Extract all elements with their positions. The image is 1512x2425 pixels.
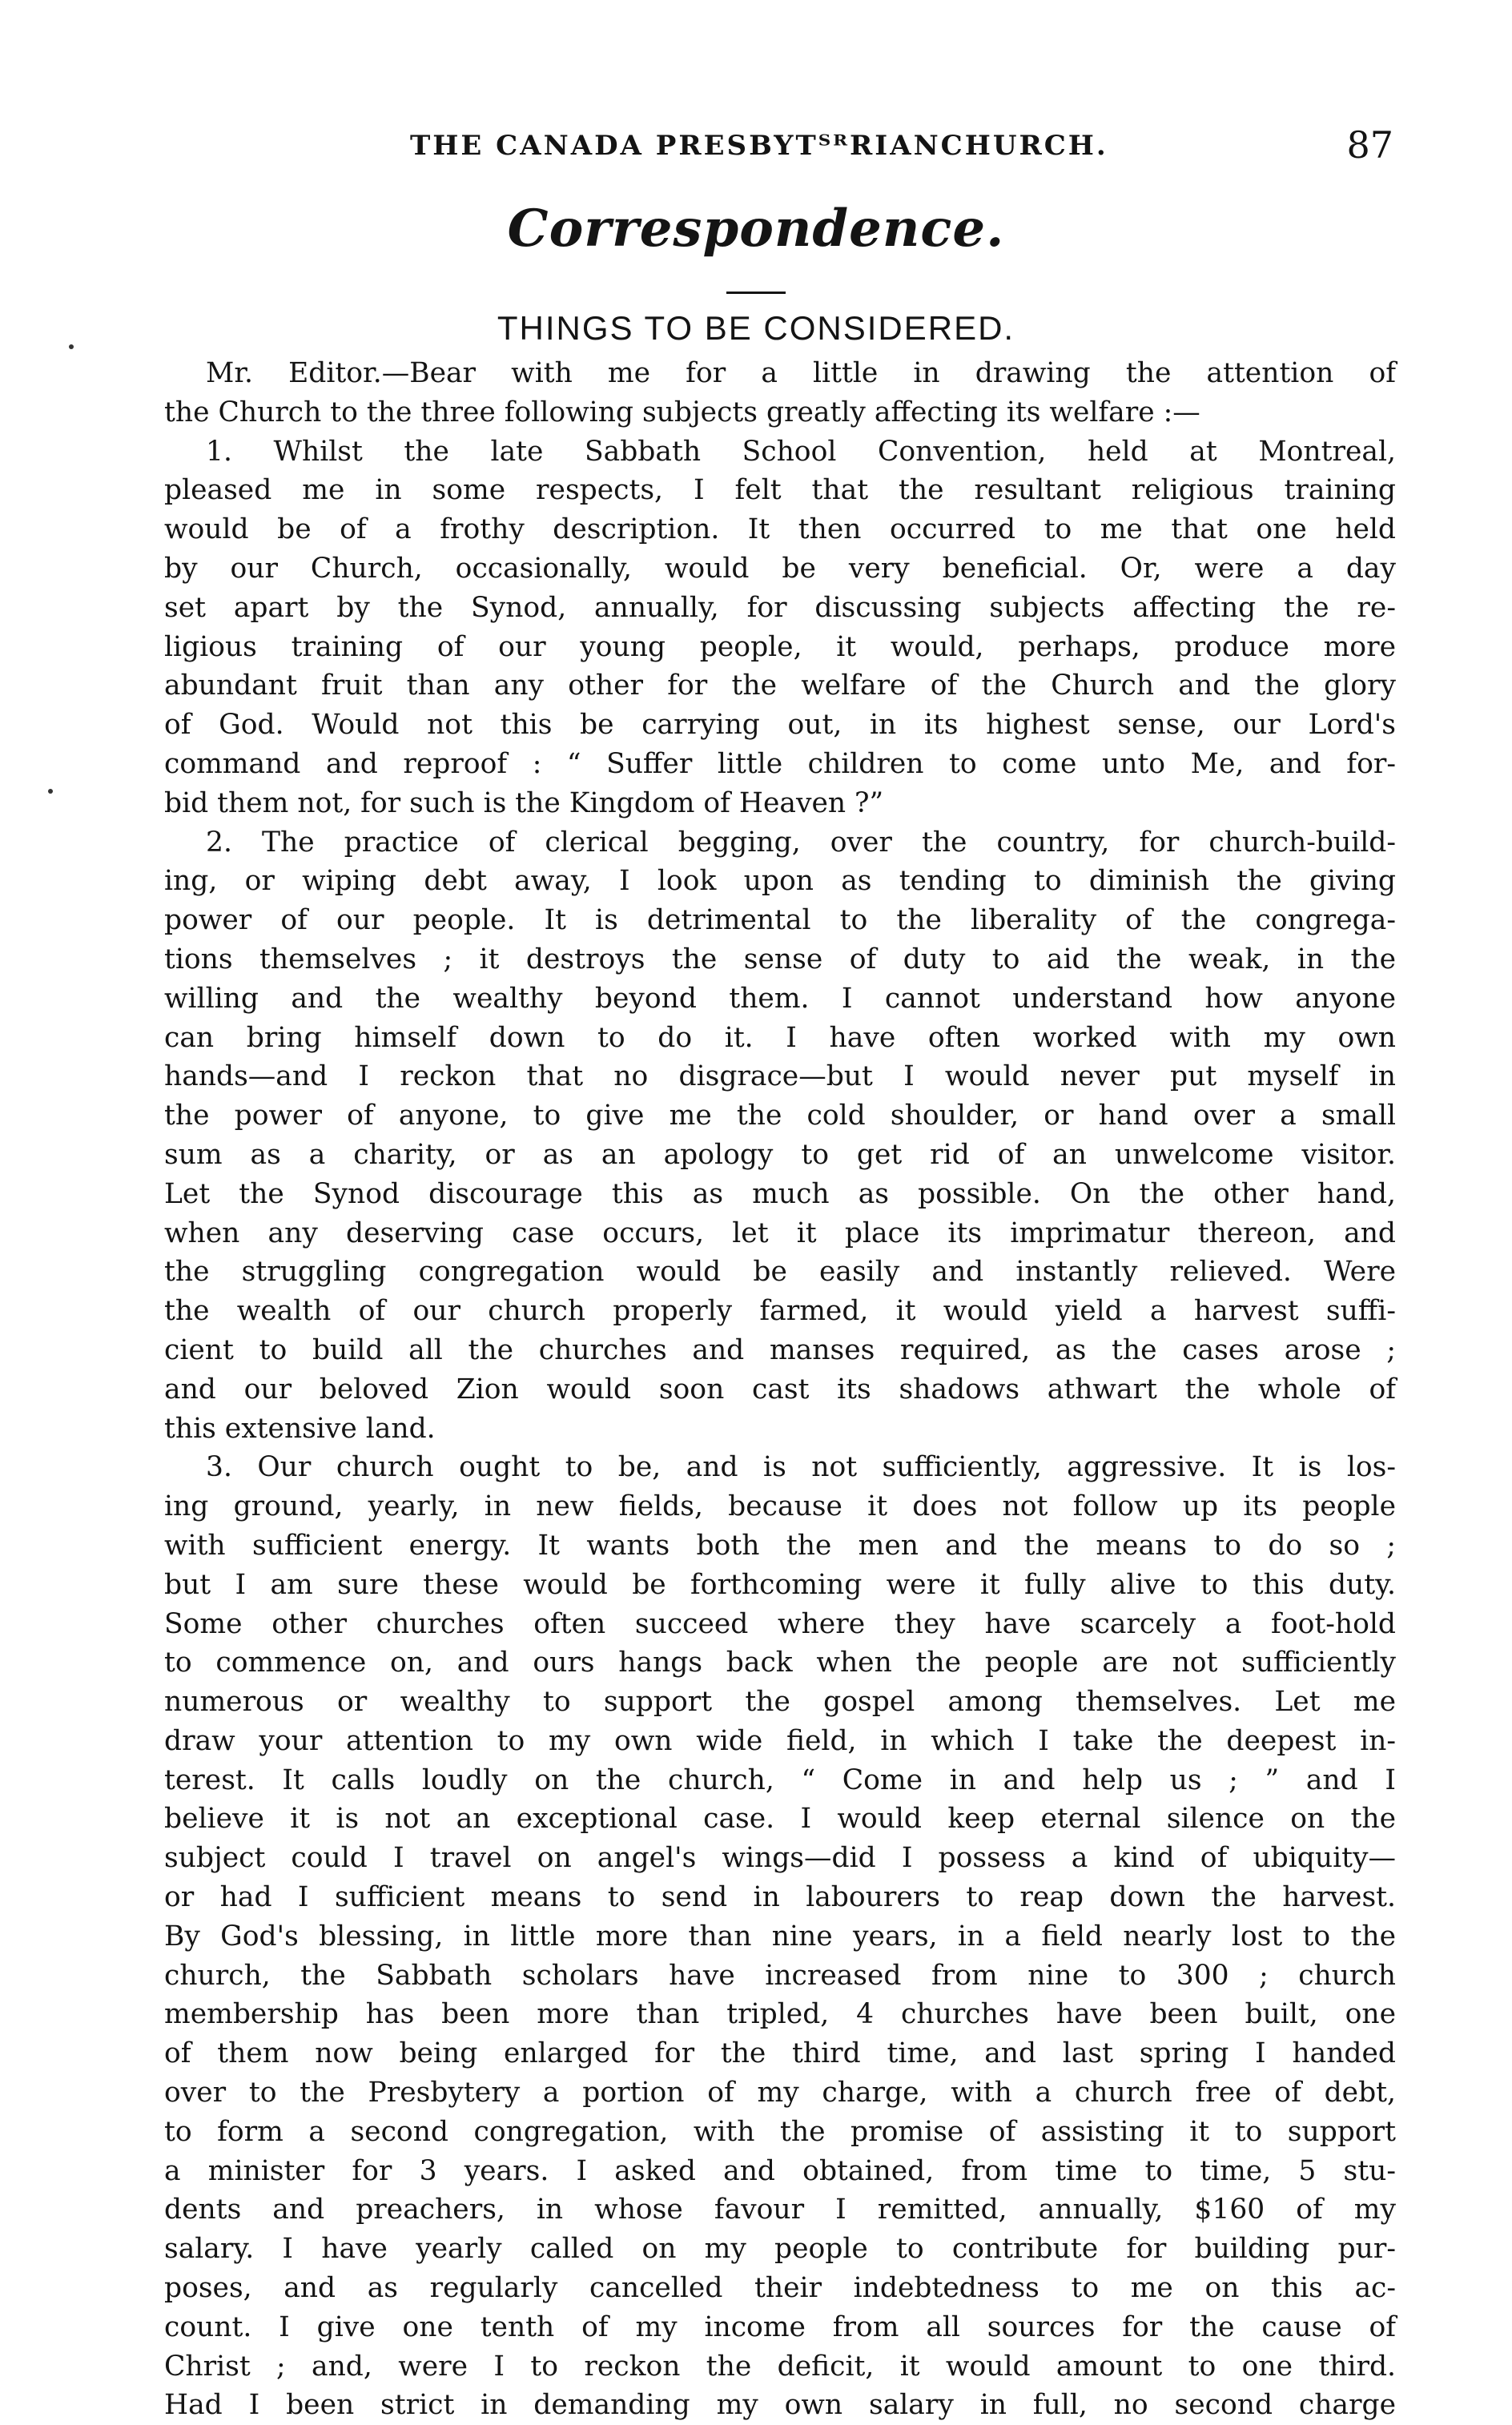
text-line: the Church to the three following subjects greatly affecting its welfare :— [164,396,1200,428]
text-line: salary. I have yearly called on my people to contribute for building pur- [164,2233,1396,2266]
text-line: cient to build all the churches and manses required, as the cases arose ; [164,1333,1396,1366]
text-line: membership has been more than tripled, 4 churches have been built, one [164,1998,1396,2031]
text-line: but I am sure these would be forthcoming were it fully alive to this duty. [164,1568,1396,1601]
text-line: to form a second congregation, with the promise of assisting it to support [164,2115,1396,2148]
article-body [164,354,1396,2425]
text-line: would be of a frothy description. It then occurred to me that one held [164,513,1396,546]
text-line: pleased me in some respects, I felt that the resultant religious training [164,474,1396,507]
text-line: bid them not, for such is the Kingdom of Heaven ?” [164,786,884,819]
text-line: a minister for 3 years. I asked and obtained, from time to time, 5 stu- [164,2154,1396,2187]
text-line: set apart by the Synod, annually, for discussing subjects affecting the re- [164,591,1396,624]
text-line: Some other churches often succeed where they have scarcely a foot-hold [164,1607,1396,1640]
text-line: the power of anyone, to give me the cold shoulder, or hand over a small [164,1100,1396,1132]
text-line: ing, or wiping debt away, I look upon as tending to diminish the giving [164,865,1396,898]
text-line: poses, and as regularly cancelled their indebtedness to me on this ac- [164,2272,1396,2305]
text-line: draw your attention to my own wide field, in which I take the deepest in- [164,1724,1396,1757]
page-number: 87 [1346,123,1393,167]
running-head [160,123,1393,175]
text-line: and our beloved Zion would soon cast its shadows athwart the whole of [164,1373,1396,1406]
text-line: Had I been strict in demanding my own salary in full, no second charge [164,2389,1396,2422]
text-line: willing and the wealthy beyond them. I cannot understand how anyone [164,982,1396,1015]
text-line: sum as a charity, or as an apology to get rid of an unwelcome visitor. [164,1138,1396,1171]
text-line: church, the Sabbath scholars have increased from nine to 300 ; church [164,1959,1396,1992]
text-line: 3. Our church ought to be, and is not sufficiently, aggressive. It is los- [206,1451,1396,1484]
heading-rule [726,292,786,294]
text-line: to commence on, and ours hangs back when the people are not sufficiently [164,1647,1396,1679]
text-line: over to the Presbytery a portion of my charge, with a church free of debt, [164,2077,1396,2109]
text-line: terest. It calls loudly on the church, “ Come in and help us ; ” and I [164,1763,1396,1796]
text-line: command and reproof : “ Suffer little children to come unto Me, and for- [164,747,1396,780]
text-line: can bring himself down to do it. I have often worked with my own [164,1021,1396,1054]
text-line: this extensive land. [164,1412,436,1445]
text-line: By God's blessing, in little more than nine years, in a field nearly lost to the [164,1920,1396,1952]
text-line: the wealth of our church properly farmed, it would yield a harvest suffi- [164,1295,1396,1328]
text-line: or had I sufficient means to send in labourers to reap down the harvest. [164,1881,1396,1914]
text-line: by our Church, occasionally, would be very beneficial. Or, were a day [164,552,1396,585]
running-title: THE CANADA PRESBYTᵀᴿRIANCHURCH. [410,130,1108,162]
text-line: Let the Synod discourage this as much as possible. On the other hand, [164,1177,1396,1210]
text-line: the struggling congregation would be easily and instantly relieved. Were [164,1256,1396,1289]
section-heading: Correspondence. [507,199,1005,259]
margin-dot [69,344,74,349]
text-line: count. I give one tenth of my income from all sources for the cause of [164,2310,1396,2343]
text-line: ing ground, yearly, in new fields, because it does not follow up its people [164,1490,1396,1523]
text-line: of them now being enlarged for the third time, and last spring I handed [164,2037,1396,2070]
text-line: Mr. Editor.—Bear with me for a little in drawing the attention of [206,357,1396,389]
text-line: 1. Whilst the late Sabbath School Convention, held at Montreal, [206,435,1396,468]
text-line: with sufficient energy. It wants both the men and the means to do so ; [164,1529,1396,1562]
text-line: abundant fruit than any other for the welfare of the Church and the glory [164,670,1396,702]
text-line: ligious training of our young people, it would, perhaps, produce more [164,630,1396,663]
text-line: 2. The practice of clerical begging, over the country, for church-build- [206,826,1396,859]
article-title: THINGS TO BE CONSIDERED. [497,309,1015,347]
text-line: believe it is not an exceptional case. I would keep eternal silence on the [164,1803,1396,1836]
text-line: of God. Would not this be carrying out, in its highest sense, our Lord's [164,709,1396,742]
text-line: numerous or wealthy to support the gospel among themselves. Let me [164,1686,1396,1719]
text-line: tions themselves ; it destroys the sense of duty to aid the weak, in the [164,943,1396,975]
text-line: subject could I travel on angel's wings—did I possess a kind of ubiquity— [164,1842,1396,1875]
text-line: hands—and I reckon that no disgrace—but I would never put myself in [164,1060,1396,1093]
margin-dot [48,789,53,794]
text-line: Christ ; and, were I to reckon the deficit, it would amount to one third. [164,2350,1396,2383]
text-line: dents and preachers, in whose favour I remitted, annually, $160 of my [164,2194,1396,2226]
text-line: power of our people. It is detrimental to the liberality of the congrega- [164,904,1396,937]
text-line: when any deserving case occurs, let it place its imprimatur thereon, and [164,1217,1396,1249]
